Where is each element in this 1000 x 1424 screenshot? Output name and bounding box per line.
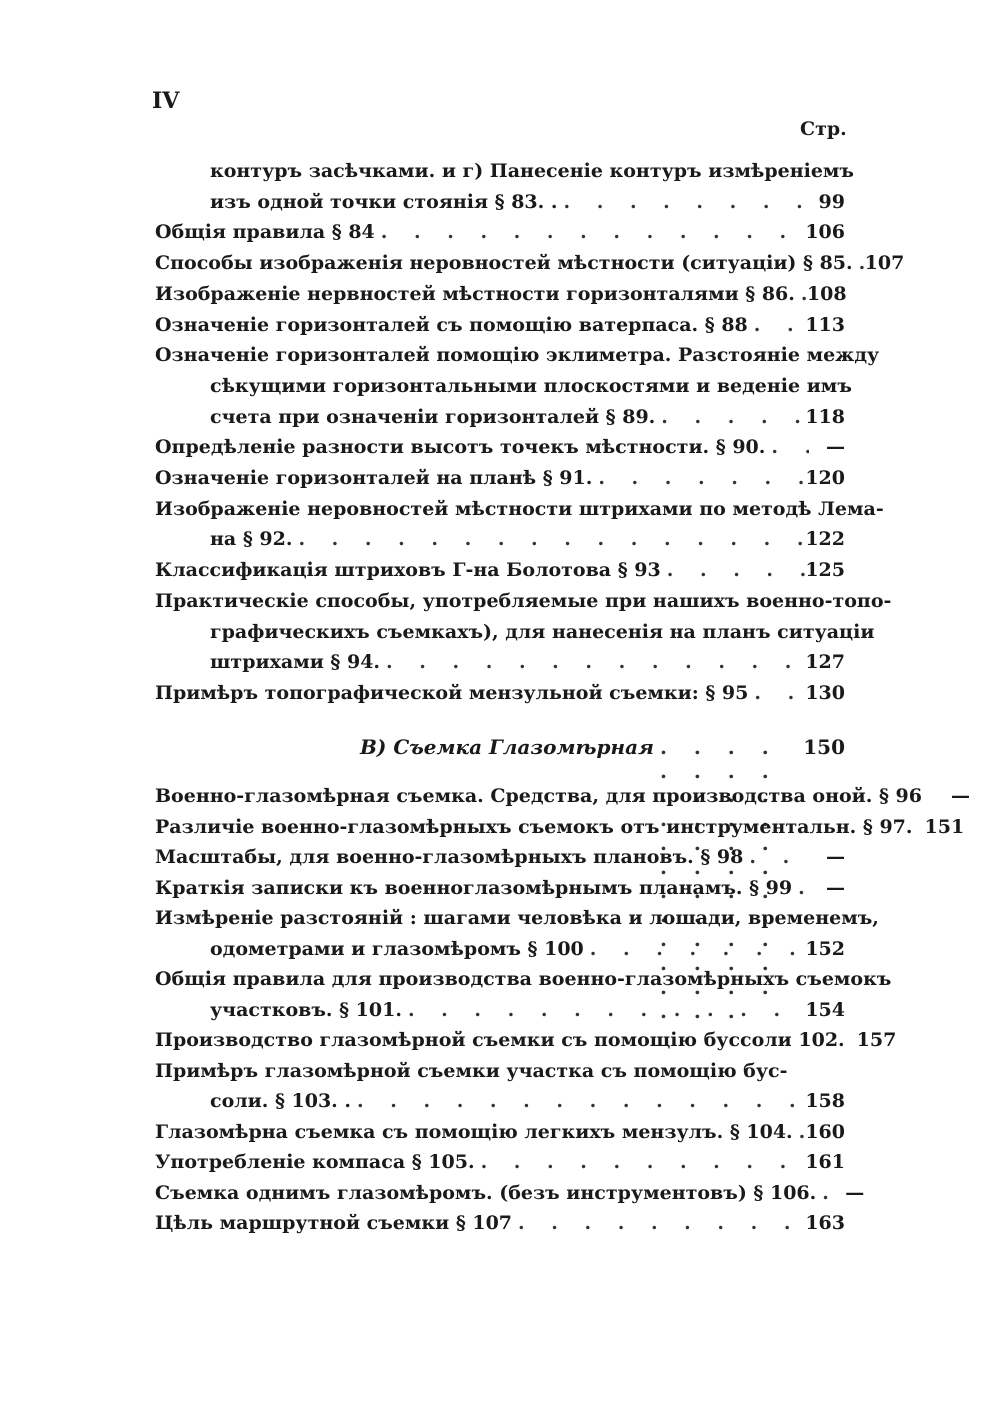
- toc-entry: [210, 620, 875, 653]
- entry-text: соли. § 103. .: [210, 1090, 352, 1112]
- leader-dots: [557, 191, 809, 213]
- page-column-label: Стр.: [800, 118, 847, 140]
- toc-entry: [155, 344, 880, 376]
- entry-page: 108: [806, 282, 847, 305]
- leader-dots: [402, 999, 805, 1021]
- entry-page: —: [845, 1181, 865, 1204]
- entry-text: одометрами и глазомѣромъ § 100: [210, 937, 584, 960]
- entry-text: Цѣль маршрутной съемки § 107: [155, 1212, 513, 1234]
- entry-text: Примѣръ топографической мензульной съемки: § 95: [155, 681, 749, 704]
- toc-entry: [155, 1121, 845, 1153]
- entry-text: на § 92.: [210, 528, 293, 551]
- entry-page: 160: [805, 1120, 845, 1143]
- entry-text: Военно-глазомѣрная съемка. Средства, для производства оной. § 96: [155, 785, 922, 807]
- toc-entry: [155, 559, 845, 591]
- entry-page: —: [950, 785, 970, 807]
- entry-page: 154: [805, 998, 845, 1021]
- toc-entry: [155, 1212, 845, 1244]
- leader-dots: [584, 938, 806, 960]
- toc-entry: [155, 846, 845, 878]
- entry-page: 158: [805, 1090, 845, 1112]
- toc-entry: [155, 682, 845, 714]
- entry-text: Съемка однимъ глазомѣромъ. (безъ инструментовъ) § 106.: [155, 1181, 817, 1204]
- entry-text: Примѣръ глазомѣрной съемки участка съ помощію бус-: [155, 1059, 788, 1082]
- entry-text: Общія правила для производства военно-глазомѣрныхъ съемокъ: [155, 968, 892, 990]
- entry-text: Производство глазомѣрной съемки съ помощію буссоли 102.: [155, 1029, 845, 1051]
- toc-entry: [155, 497, 884, 530]
- entry-page: 120: [805, 467, 845, 489]
- leader-dots: [793, 1121, 806, 1143]
- leader-dots: [661, 559, 806, 581]
- leader-dots: [512, 1212, 805, 1234]
- leader-dots: [380, 651, 805, 673]
- leader-dots: [743, 846, 809, 868]
- entry-text: Измѣреніе разстояній : шагами человѣка и лошади, временемъ,: [155, 907, 879, 929]
- entry-page: —: [826, 436, 845, 459]
- entry-text: контуръ засѣчками. и г) Панесеніе контуръ измѣреніемъ: [210, 160, 854, 182]
- toc-entry: [155, 589, 892, 622]
- toc-entry: [155, 314, 845, 346]
- leader-dots: [748, 314, 806, 336]
- leader-dots: [792, 877, 809, 899]
- toc-entry: [155, 815, 965, 848]
- leader-dots: [351, 1090, 805, 1112]
- entry-text: Означеніе горизонталей съ помощію ватерпаса. § 88: [155, 313, 748, 336]
- entry-text: Масштабы, для военно-глазомѣрныхъ плановъ. § 98: [155, 846, 744, 868]
- entry-text: Классификація штриховъ Г-на Болотова § 93: [155, 559, 661, 582]
- leader-dots: [765, 436, 809, 458]
- toc-entry: [210, 528, 845, 560]
- toc-entry: [155, 907, 879, 939]
- toc-entry: [155, 968, 892, 1000]
- entry-text: изъ одной точки стоянія § 83. .: [210, 190, 558, 213]
- toc-entry: [155, 1181, 865, 1214]
- toc-entry: [155, 467, 845, 499]
- leader-dots: [292, 528, 805, 550]
- entry-text: штрихами § 94.: [210, 651, 381, 674]
- leader-dots: [748, 682, 805, 704]
- leader-dots: [853, 252, 865, 274]
- entry-page: —: [826, 876, 845, 899]
- entry-page: 161: [805, 1151, 845, 1173]
- toc-entry: [210, 160, 854, 192]
- entry-text: Способы изображенія неровностей мѣстности (ситуаціи) § 85.: [155, 252, 853, 275]
- toc-entry: [210, 406, 845, 438]
- toc-entry: [210, 999, 845, 1031]
- entry-page: 122: [805, 528, 845, 551]
- toc-entry: [210, 938, 845, 970]
- toc-entry: [210, 191, 845, 223]
- toc-entry: [155, 252, 905, 284]
- section-page: 150: [803, 735, 845, 759]
- page-folio: IV: [152, 88, 180, 114]
- entry-text: графическихъ съемкахъ), для нанесенія на планъ ситуаціи: [210, 620, 875, 643]
- entry-text: Изображеніе неровностей мѣстности штрихами по методѣ Лема-: [155, 497, 884, 520]
- entry-text: участковъ. § 101.: [210, 998, 402, 1021]
- toc-entry: [210, 1090, 845, 1122]
- toc-entry: [155, 785, 970, 817]
- entry-page: 99: [818, 190, 845, 213]
- leader-dots: [795, 283, 807, 305]
- entry-page: 125: [805, 559, 845, 582]
- section-heading: [155, 735, 845, 771]
- entry-text: Изображеніе нервностей мѣстности горизонталями § 86.: [155, 282, 795, 305]
- entry-text: Опредѣленіе разности высотъ точекъ мѣстности. § 90.: [155, 436, 766, 459]
- toc-entry: [155, 1029, 897, 1061]
- section-title: В) Съемка Глазомѣрная: [360, 735, 654, 759]
- entry-page: 163: [805, 1212, 845, 1234]
- entry-text: счета при означеніи горизонталей § 89.: [210, 405, 656, 428]
- entry-text: Глазомѣрна съемка съ помощію легкихъ мензулъ. § 104.: [155, 1120, 793, 1143]
- entry-page: 118: [805, 405, 845, 428]
- entry-page: 130: [805, 681, 845, 704]
- leader-dots: [592, 467, 805, 489]
- entry-text: Употребленіе компаса § 105.: [155, 1151, 475, 1173]
- toc-entry: [155, 283, 845, 315]
- entry-text: Означеніе горизонталей помощію эклиметра. Разстояніе между: [155, 344, 880, 367]
- entry-text: Означеніе горизонталей на планѣ § 91.: [155, 467, 593, 489]
- entry-text: Различіе военно-глазомѣрныхъ съемокъ отъ инструментальн. § 97.: [155, 815, 913, 838]
- leader-dots: [475, 1151, 806, 1173]
- entry-page: 107: [864, 252, 905, 275]
- entry-page: 106: [805, 221, 845, 244]
- entry-text: сѣкущими горизонтальными плоскостями и веденіе имъ: [210, 374, 852, 397]
- leader-dots: [655, 406, 805, 428]
- entry-page: 127: [805, 651, 845, 674]
- entry-page: 113: [805, 313, 845, 336]
- toc-entry: [155, 1060, 845, 1092]
- entry-text: Практическіе способы, употребляемые при нашихъ военно-топо-: [155, 589, 892, 612]
- toc-entry: [155, 1151, 845, 1183]
- toc-entry: [155, 221, 845, 253]
- toc-entry: [210, 374, 852, 407]
- entry-text: Краткія записки къ военноглазомѣрнымъ планамъ. § 99: [155, 876, 793, 899]
- toc-entry: [155, 436, 845, 468]
- leader-dots: [816, 1182, 828, 1204]
- toc-entry: [210, 651, 845, 683]
- entry-page: 151: [924, 815, 965, 838]
- leader-dots: [375, 221, 806, 243]
- toc-entry: [155, 877, 845, 909]
- entry-page: 157: [856, 1029, 897, 1051]
- entry-page: —: [826, 846, 845, 868]
- entry-page: 152: [805, 937, 845, 960]
- entry-text: Общія правила § 84: [155, 221, 375, 244]
